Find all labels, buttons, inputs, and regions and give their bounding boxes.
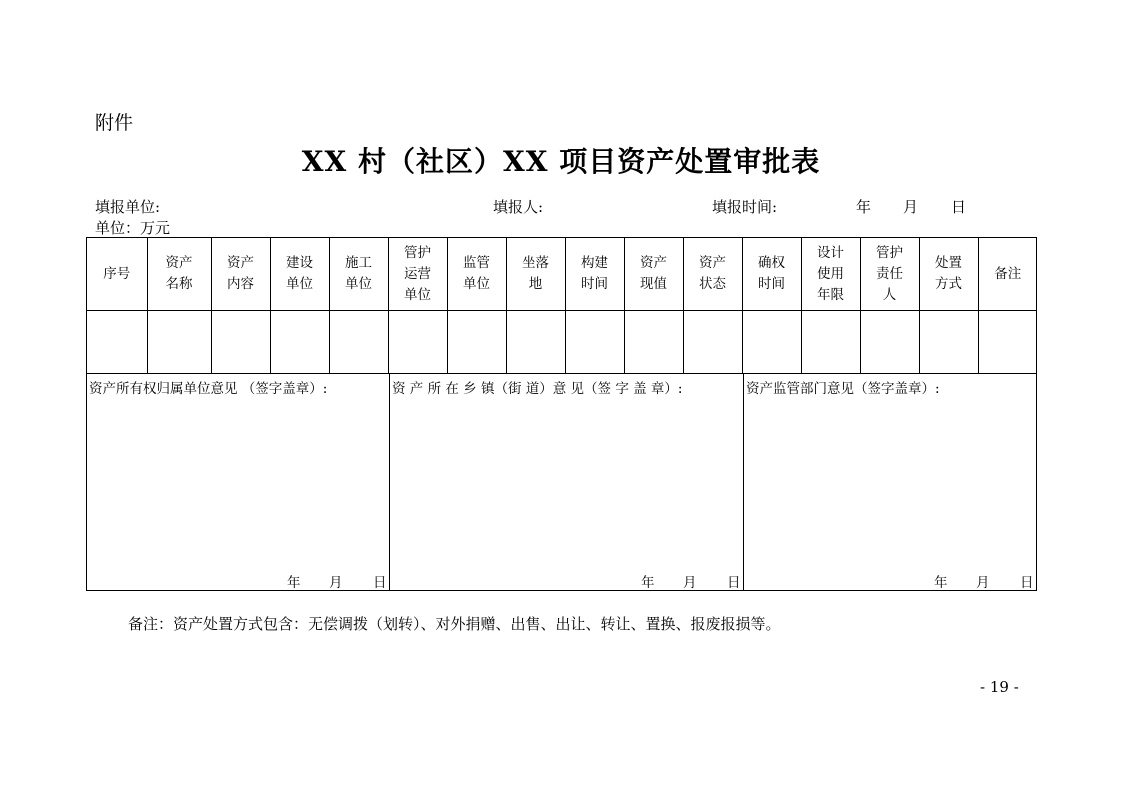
entry-cell[interactable] — [683, 311, 742, 374]
supervision-opinion-title: 资产监管部门意见（签字盖章）: — [746, 381, 940, 397]
attachment-label: 附件 — [95, 112, 134, 134]
unit-label: 单位：万元 — [95, 219, 171, 237]
fill-date-month: 月 — [903, 198, 919, 216]
supervision-opinion-box[interactable]: 资产监管部门意见（签字盖章）: 年 月 日 — [743, 374, 1036, 590]
remark-note: 备注：资产处置方式包含：无偿调拨（划转）、对外捐赠、出售、出让、转让、置换、报废报损等。 — [128, 615, 781, 633]
entry-cell[interactable] — [270, 311, 329, 374]
entry-cell[interactable] — [742, 311, 801, 374]
entry-cell[interactable] — [801, 311, 860, 374]
asset-grid — [87, 238, 1037, 374]
column-header: 资产 状态 — [683, 238, 742, 311]
column-header: 处置 方式 — [919, 238, 978, 311]
entry-cell[interactable] — [565, 311, 624, 374]
fill-time-label: 填报时间: — [712, 198, 778, 216]
owner-opinion-box[interactable]: 资产所有权归属单位意见 （签字盖章）: 年 月 日 — [87, 374, 389, 590]
fill-unit-label: 填报单位: — [95, 198, 161, 216]
entry-cell[interactable] — [506, 311, 565, 374]
entry-cell[interactable] — [147, 311, 211, 374]
column-header: 备注 — [978, 238, 1037, 311]
entry-cell[interactable] — [978, 311, 1037, 374]
page-number: - 19 - — [980, 678, 1019, 696]
column-header: 管护 运营 单位 — [388, 238, 447, 311]
column-header: 监管 单位 — [447, 238, 506, 311]
entry-cell[interactable] — [329, 311, 388, 374]
entry-cell[interactable] — [87, 311, 147, 374]
column-header: 构建 时间 — [565, 238, 624, 311]
header-row — [87, 238, 1037, 311]
fill-date-day: 日 — [951, 198, 967, 216]
approval-table — [86, 237, 1037, 591]
entry-cell[interactable] — [211, 311, 270, 374]
township-opinion-box[interactable]: 资 产 所 在 乡 镇（街 道）意 见（签 字 盖 章）: 年 月 日 — [389, 374, 743, 590]
column-header: 资产 名称 — [147, 238, 211, 311]
column-header: 施工 单位 — [329, 238, 388, 311]
entry-cell[interactable] — [388, 311, 447, 374]
column-header: 序号 — [87, 238, 147, 311]
owner-opinion-title: 资产所有权归属单位意见 （签字盖章）: — [89, 381, 328, 397]
column-header: 坐落 地 — [506, 238, 565, 311]
fill-date-year: 年 — [856, 198, 872, 216]
column-header: 建设 单位 — [270, 238, 329, 311]
column-header: 资产 现值 — [624, 238, 683, 311]
column-header: 设计 使用 年限 — [801, 238, 860, 311]
township-opinion-title: 资 产 所 在 乡 镇（街 道）意 见（签 字 盖 章）: — [392, 381, 683, 397]
column-header: 确权 时间 — [742, 238, 801, 311]
filler-label: 填报人: — [493, 198, 544, 216]
column-header: 管护 责任 人 — [860, 238, 919, 311]
entry-cell[interactable] — [447, 311, 506, 374]
data-entry-row — [87, 311, 1037, 374]
form-title: XX 村（社区）XX 项目资产处置审批表 — [301, 145, 821, 178]
entry-cell[interactable] — [624, 311, 683, 374]
entry-cell[interactable] — [919, 311, 978, 374]
entry-cell[interactable] — [860, 311, 919, 374]
opinion-section — [87, 374, 1036, 590]
column-header: 资产 内容 — [211, 238, 270, 311]
